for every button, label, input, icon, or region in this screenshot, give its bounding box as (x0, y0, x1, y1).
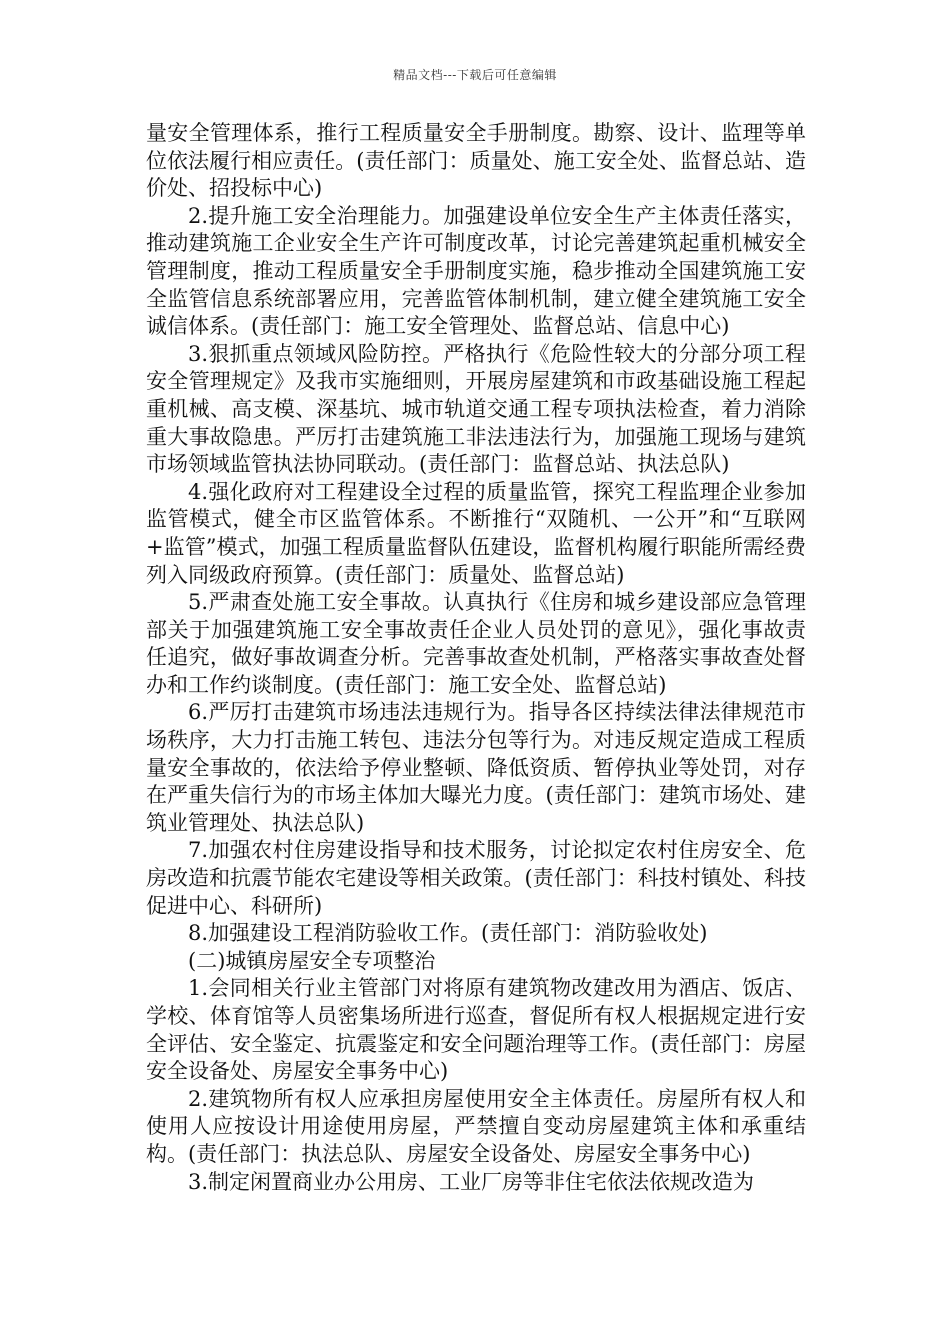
paragraph: (二)城镇房屋安全专项整治 (188, 948, 436, 973)
paragraph: 2.提升施工安全治理能力。加强建设单位安全生产主体责任落实，推动建筑施工企业安全生产许可制度改革，讨论完善建筑起重机械安全管理制度，推动工程质量安全手册制度实施，稳步推动全国建筑施工安全监管信息系统部署应用，完善监管体制机制，建立健全建筑施工安全诚信体系。(责任部门：施工安全管理处、监督总站、信息中心) (146, 203, 806, 339)
paragraph: 7.加强农村住房建设指导和技术服务，讨论拟定农村住房安全、危房改造和抗震节能农宅建设等相关政策。(责任部门：科技村镇处、科技促进中心、科研所) (146, 838, 806, 918)
paragraph: 6.严厉打击建筑市场违法违规行为。指导各区持续法律法律规范市场秩序，大力打击施工转包、违法分包等行为。对违反规定造成工程质量安全事故的，依法给予停业整顿、降低资质、暂停执业等处罚，对存在严重失信行为的市场主体加大曝光力度。(责任部门：建筑市场处、建筑业管理处、执法总队) (146, 700, 806, 835)
paragraph: 8.加强建设工程消防验收工作。(责任部门：消防验收处) (188, 921, 708, 946)
paragraph: 2.建筑物所有权人应承担房屋使用安全主体责任。房屋所有权人和使用人应按设计用途使用房屋，严禁擅自变动房屋建筑主体和承重结构。(责任部门：执法总队、房屋安全设备处、房屋安全事务中心) (146, 1086, 806, 1166)
document-body (146, 120, 806, 1196)
paragraph: 3.制定闲置商业办公用房、工业厂房等非住宅依法依规改造为 (188, 1169, 755, 1194)
paragraph: 5.严肃查处施工安全事故。认真执行《住房和城乡建设部应急管理部关于加强建筑施工安全事故责任企业人员处罚的意见》，强化事故责任追究，做好事故调查分析。完善事故查处机制，严格落实事故查处督办和工作约谈制度。(责任部门：施工安全处、监督总站) (146, 590, 806, 697)
page-header: 精品文档---下载后可任意编辑 (393, 68, 557, 82)
paragraph: 量安全管理体系，推行工程质量安全手册制度。勘察、设计、监理等单位依法履行相应责任。(责任部门：质量处、施工安全处、监督总站、造价处、招投标中心) (146, 121, 806, 201)
paragraph: 1.会同相关行业主管部门对将原有建筑物改建改用为酒店、饭店、学校、体育馆等人员密集场所进行巡查，督促所有权人根据规定进行安全评估、安全鉴定、抗震鉴定和安全问题治理等工作。(责任部门：房屋安全设备处、房屋安全事务中心) (146, 976, 806, 1084)
paragraph: 3.狠抓重点领域风险防控。严格执行《危险性较大的分部分项工程安全管理规定》及我市实施细则，开展房屋建筑和市政基础设施工程起重机械、高支模、深基坑、城市轨道交通工程专项执法检查，着力消除重大事故隐患。严厉打击建筑施工非法违法行为，加强施工现场与建筑市场领域监管执法协同联动。(责任部门：监督总站、执法总队) (146, 341, 806, 477)
paragraph: 4.强化政府对工程建设全过程的质量监管，探究工程监理企业参加监管模式，健全市区监管体系。不断推行“双随机、一公开”和“互联网+监管”模式，加强工程质量监督队伍建设，监督机构履行职能所需经费列入同级政府预算。(责任部门：质量处、监督总站) (146, 479, 806, 587)
